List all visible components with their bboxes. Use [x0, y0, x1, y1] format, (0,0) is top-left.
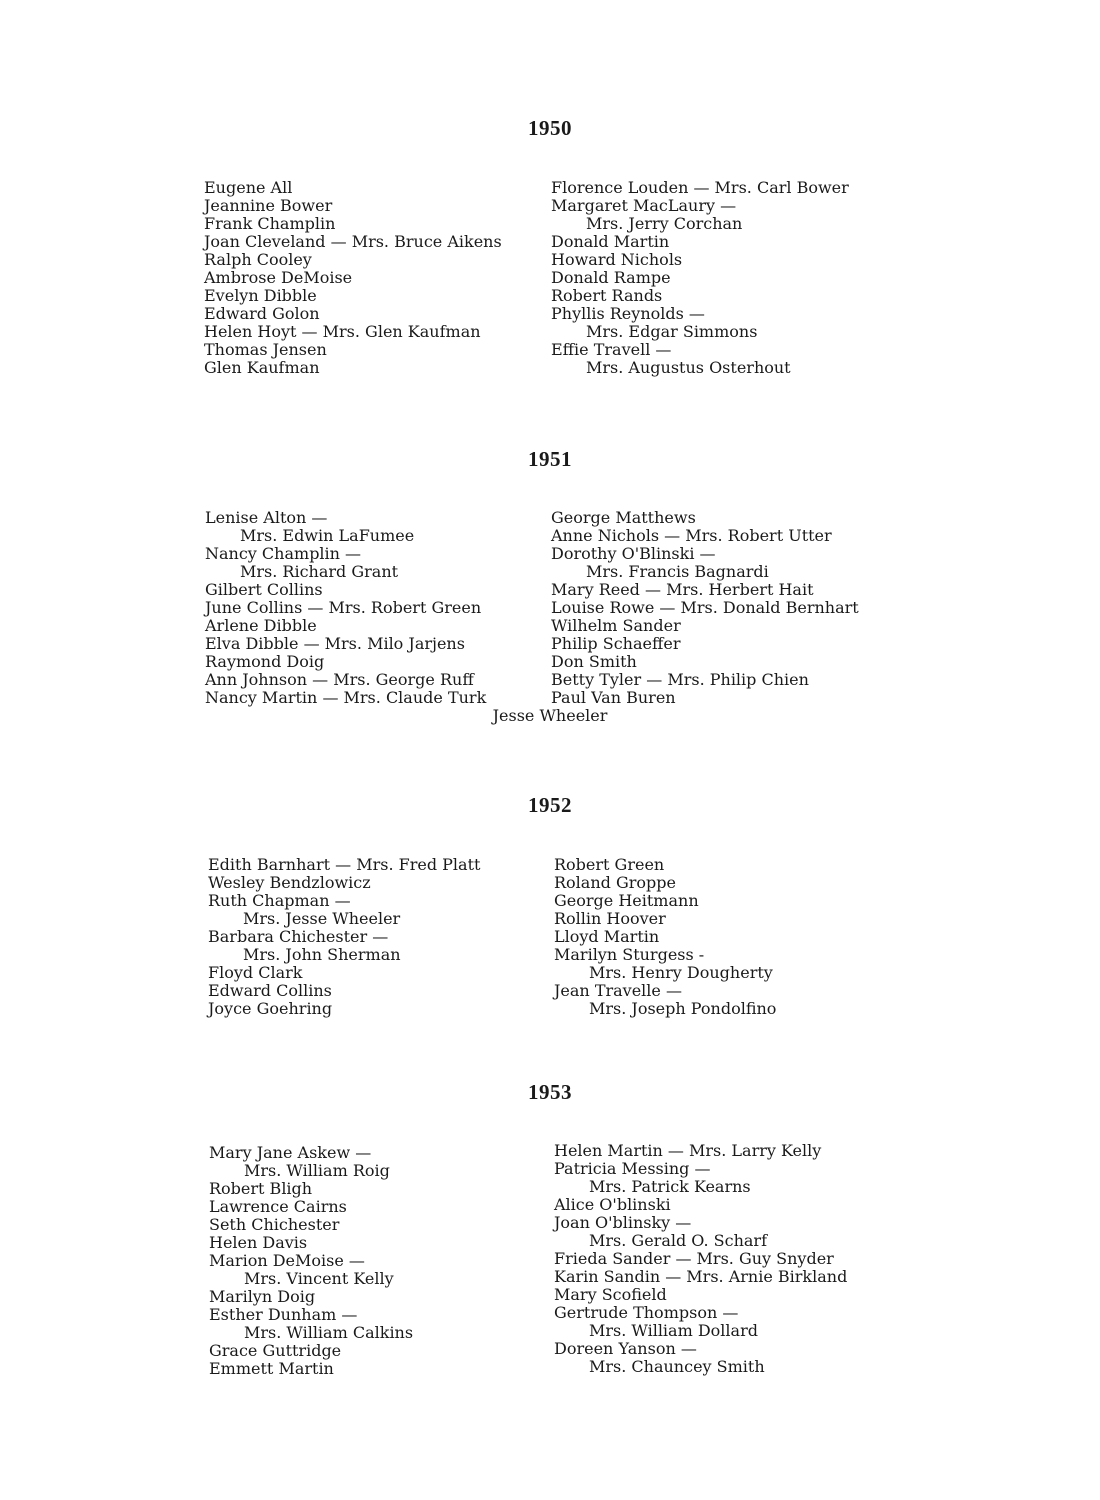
names-column-left-1950	[204, 179, 502, 377]
name-entry: Robert Green	[554, 855, 665, 874]
name-entry: Louise Rowe — Mrs. Donald Bernhart	[551, 598, 859, 617]
name-entry: Lloyd Martin	[554, 927, 660, 946]
name-entry: Donald Rampe	[551, 268, 671, 287]
name-entry: Dorothy O'Blinski —	[551, 544, 716, 563]
married-name-entry: Mrs. Chauncey Smith	[589, 1357, 765, 1376]
name-entry: Anne Nichols — Mrs. Robert Utter	[551, 526, 832, 545]
married-name-entry: Mrs. William Calkins	[244, 1323, 414, 1342]
name-entry: Paul Van Buren	[551, 688, 676, 707]
married-name-entry: Mrs. Patrick Kearns	[589, 1177, 751, 1196]
name-entry: Edith Barnhart — Mrs. Fred Platt	[208, 855, 481, 874]
name-entry: Jean Travelle —	[554, 981, 682, 1000]
year-heading-1953: 1953	[528, 1080, 572, 1104]
name-entry: Effie Travell —	[551, 340, 672, 359]
name-entry: Ralph Cooley	[204, 250, 312, 269]
name-entry: Lawrence Cairns	[209, 1197, 347, 1216]
name-entry: Helen Martin — Mrs. Larry Kelly	[554, 1141, 822, 1160]
name-entry: Betty Tyler — Mrs. Philip Chien	[551, 670, 809, 689]
name-entry: Seth Chichester	[209, 1215, 340, 1234]
married-name-entry: Mrs. Jesse Wheeler	[243, 909, 401, 928]
name-entry: Karin Sandin — Mrs. Arnie Birkland	[554, 1267, 848, 1286]
name-entry: Ruth Chapman —	[208, 891, 351, 910]
married-name-entry: Mrs. Edwin LaFumee	[240, 526, 415, 545]
name-entry: Joan O'blinsky —	[554, 1213, 692, 1232]
married-name-entry: Mrs. Jerry Corchan	[586, 214, 743, 233]
name-entry: Mary Jane Askew —	[209, 1143, 372, 1162]
name-entry: Mary Scofield	[554, 1285, 667, 1304]
name-entry: Nancy Champlin —	[205, 544, 362, 563]
name-entry: Patricia Messing —	[554, 1159, 711, 1178]
name-entry: Helen Hoyt — Mrs. Glen Kaufman	[204, 322, 481, 341]
name-entry: Elva Dibble — Mrs. Milo Jarjens	[205, 634, 465, 653]
name-entry: Glen Kaufman	[204, 358, 320, 377]
name-entry: Helen Davis	[209, 1233, 308, 1252]
names-column-right-1951	[551, 509, 859, 707]
name-entry: Florence Louden — Mrs. Carl Bower	[551, 178, 849, 197]
name-entry: Roland Groppe	[554, 873, 676, 892]
married-name-entry: Mrs. Joseph Pondolfino	[589, 999, 777, 1018]
name-entry: Doreen Yanson —	[554, 1339, 697, 1358]
name-entry: Philip Schaeffer	[551, 634, 681, 653]
married-name-entry: Mrs. Augustus Osterhout	[586, 358, 791, 377]
names-column-left-1952	[208, 856, 480, 1018]
centered-name-entry: Jesse Wheeler	[492, 706, 608, 725]
name-entry: Emmett Martin	[209, 1359, 334, 1378]
married-name-entry: Mrs. John Sherman	[243, 945, 401, 964]
name-entry: Howard Nichols	[551, 250, 683, 269]
name-entry: Ann Johnson — Mrs. George Ruff	[205, 670, 474, 689]
name-entry: Nancy Martin — Mrs. Claude Turk	[205, 688, 487, 707]
name-entry: Don Smith	[551, 652, 637, 671]
name-entry: Marilyn Sturgess -	[554, 945, 705, 964]
name-entry: Raymond Doig	[205, 652, 325, 671]
name-entry: Evelyn Dibble	[204, 286, 317, 305]
name-entry: Marion DeMoise —	[209, 1251, 365, 1270]
name-entry: Grace Guttridge	[209, 1341, 342, 1360]
married-name-entry: Mrs. Henry Dougherty	[589, 963, 773, 982]
name-entry: Alice O'blinski	[554, 1195, 671, 1214]
married-name-entry: Mrs. Richard Grant	[240, 562, 399, 581]
name-entry: June Collins — Mrs. Robert Green	[205, 598, 482, 617]
name-entry: Esther Dunham —	[209, 1305, 358, 1324]
name-entry: Wilhelm Sander	[551, 616, 681, 635]
name-entry: Ambrose DeMoise	[204, 268, 353, 287]
name-entry: Arlene Dibble	[205, 616, 317, 635]
married-name-entry: Mrs. Vincent Kelly	[244, 1269, 394, 1288]
name-entry: Frieda Sander — Mrs. Guy Snyder	[554, 1249, 834, 1268]
year-heading-1951: 1951	[528, 447, 572, 471]
name-entry: Gilbert Collins	[205, 580, 323, 599]
name-entry: Thomas Jensen	[204, 340, 327, 359]
name-entry: Eugene All	[204, 178, 293, 197]
name-entry: Robert Bligh	[209, 1179, 313, 1198]
name-entry: Edward Collins	[208, 981, 332, 1000]
name-entry: Joyce Goehring	[208, 999, 333, 1018]
name-entry: Edward Golon	[204, 304, 320, 323]
married-name-entry: Mrs. Francis Bagnardi	[586, 562, 769, 581]
name-entry: Lenise Alton —	[205, 508, 328, 527]
name-entry: Frank Champlin	[204, 214, 336, 233]
year-heading-1952: 1952	[528, 793, 572, 817]
name-entry: Wesley Bendzlowicz	[208, 873, 371, 892]
name-entry: Rollin Hoover	[554, 909, 666, 928]
name-entry: Mary Reed — Mrs. Herbert Hait	[551, 580, 814, 599]
names-column-right-1950	[551, 179, 849, 377]
name-entry: Floyd Clark	[208, 963, 303, 982]
names-column-left-1951	[205, 509, 486, 707]
name-entry: Robert Rands	[551, 286, 663, 305]
name-entry: Jeannine Bower	[204, 196, 333, 215]
names-column-left-1953	[209, 1144, 413, 1378]
name-entry: Marilyn Doig	[209, 1287, 316, 1306]
name-entry: Barbara Chichester —	[208, 927, 389, 946]
names-column-right-1952	[554, 856, 776, 1018]
married-name-entry: Mrs. Edgar Simmons	[586, 322, 758, 341]
married-name-entry: Mrs. William Dollard	[589, 1321, 758, 1340]
name-entry: Phyllis Reynolds —	[551, 304, 705, 323]
name-entry: George Heitmann	[554, 891, 699, 910]
name-entry: Donald Martin	[551, 232, 670, 251]
name-entry: Gertrude Thompson —	[554, 1303, 739, 1322]
name-entry: George Matthews	[551, 508, 696, 527]
married-name-entry: Mrs. William Roig	[244, 1161, 390, 1180]
year-heading-1950: 1950	[528, 116, 572, 140]
married-name-entry: Mrs. Gerald O. Scharf	[589, 1231, 767, 1250]
names-column-right-1953	[554, 1142, 847, 1376]
name-entry: Margaret MacLaury —	[551, 196, 737, 215]
name-entry: Joan Cleveland — Mrs. Bruce Aikens	[204, 232, 502, 251]
